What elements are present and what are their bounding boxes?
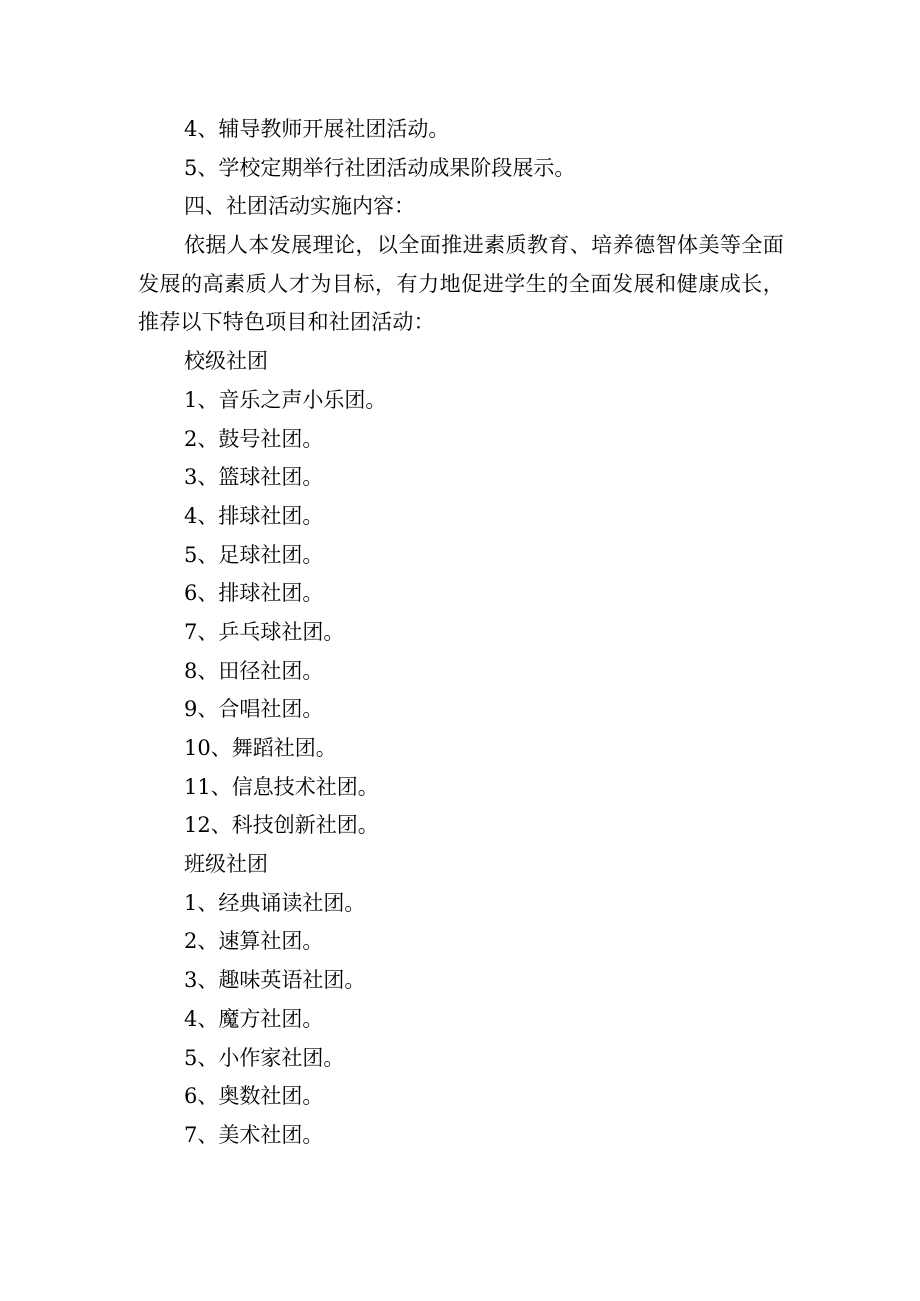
class-club-item: 4、魔方社团。 <box>184 1006 324 1031</box>
class-club-item: 2、速算社团。 <box>184 929 324 954</box>
school-club-item: 9、合唱社团。 <box>184 697 324 722</box>
section-heading: 四、社团活动实施内容： <box>184 194 415 219</box>
school-clubs-title: 校级社团 <box>184 349 268 374</box>
school-club-item: 3、篮球社团。 <box>184 465 324 490</box>
list-item: 4、辅导教师开展社团活动。 <box>184 117 450 141</box>
school-club-item: 10、舞蹈社团。 <box>184 736 337 761</box>
school-club-item: 4、排球社团。 <box>184 503 324 528</box>
body-paragraph: 依据人本发展理论，以全面推进素质教育、培养德智体美等全面发展的高素质人才为目标，有力地促进学生的全面发展和健康成长，推荐以下特色项目和社团活动： <box>138 233 784 335</box>
class-club-item: 1、经典诵读社团。 <box>184 890 366 915</box>
school-club-item: 11、信息技术社团。 <box>184 774 379 799</box>
school-club-item: 2、鼓号社团。 <box>184 426 324 451</box>
class-clubs-title: 班级社团 <box>184 852 268 877</box>
school-club-item: 7、乒乓球社团。 <box>184 619 345 644</box>
class-club-item: 6、奥数社团。 <box>184 1084 324 1109</box>
class-club-item: 5、小作家社团。 <box>184 1045 345 1070</box>
school-club-item: 1、音乐之声小乐团。 <box>184 387 387 412</box>
class-club-item: 3、趣味英语社团。 <box>184 968 366 993</box>
list-item: 5、学校定期举行社团活动成果阶段展示。 <box>184 155 576 180</box>
class-club-item: 7、美术社团。 <box>184 1122 324 1147</box>
school-club-item: 8、田径社团。 <box>184 658 324 683</box>
document-body <box>138 110 784 1155</box>
school-club-item: 6、排球社团。 <box>184 581 324 606</box>
school-club-item: 5、足球社团。 <box>184 542 324 567</box>
school-club-item: 12、科技创新社团。 <box>184 813 379 838</box>
